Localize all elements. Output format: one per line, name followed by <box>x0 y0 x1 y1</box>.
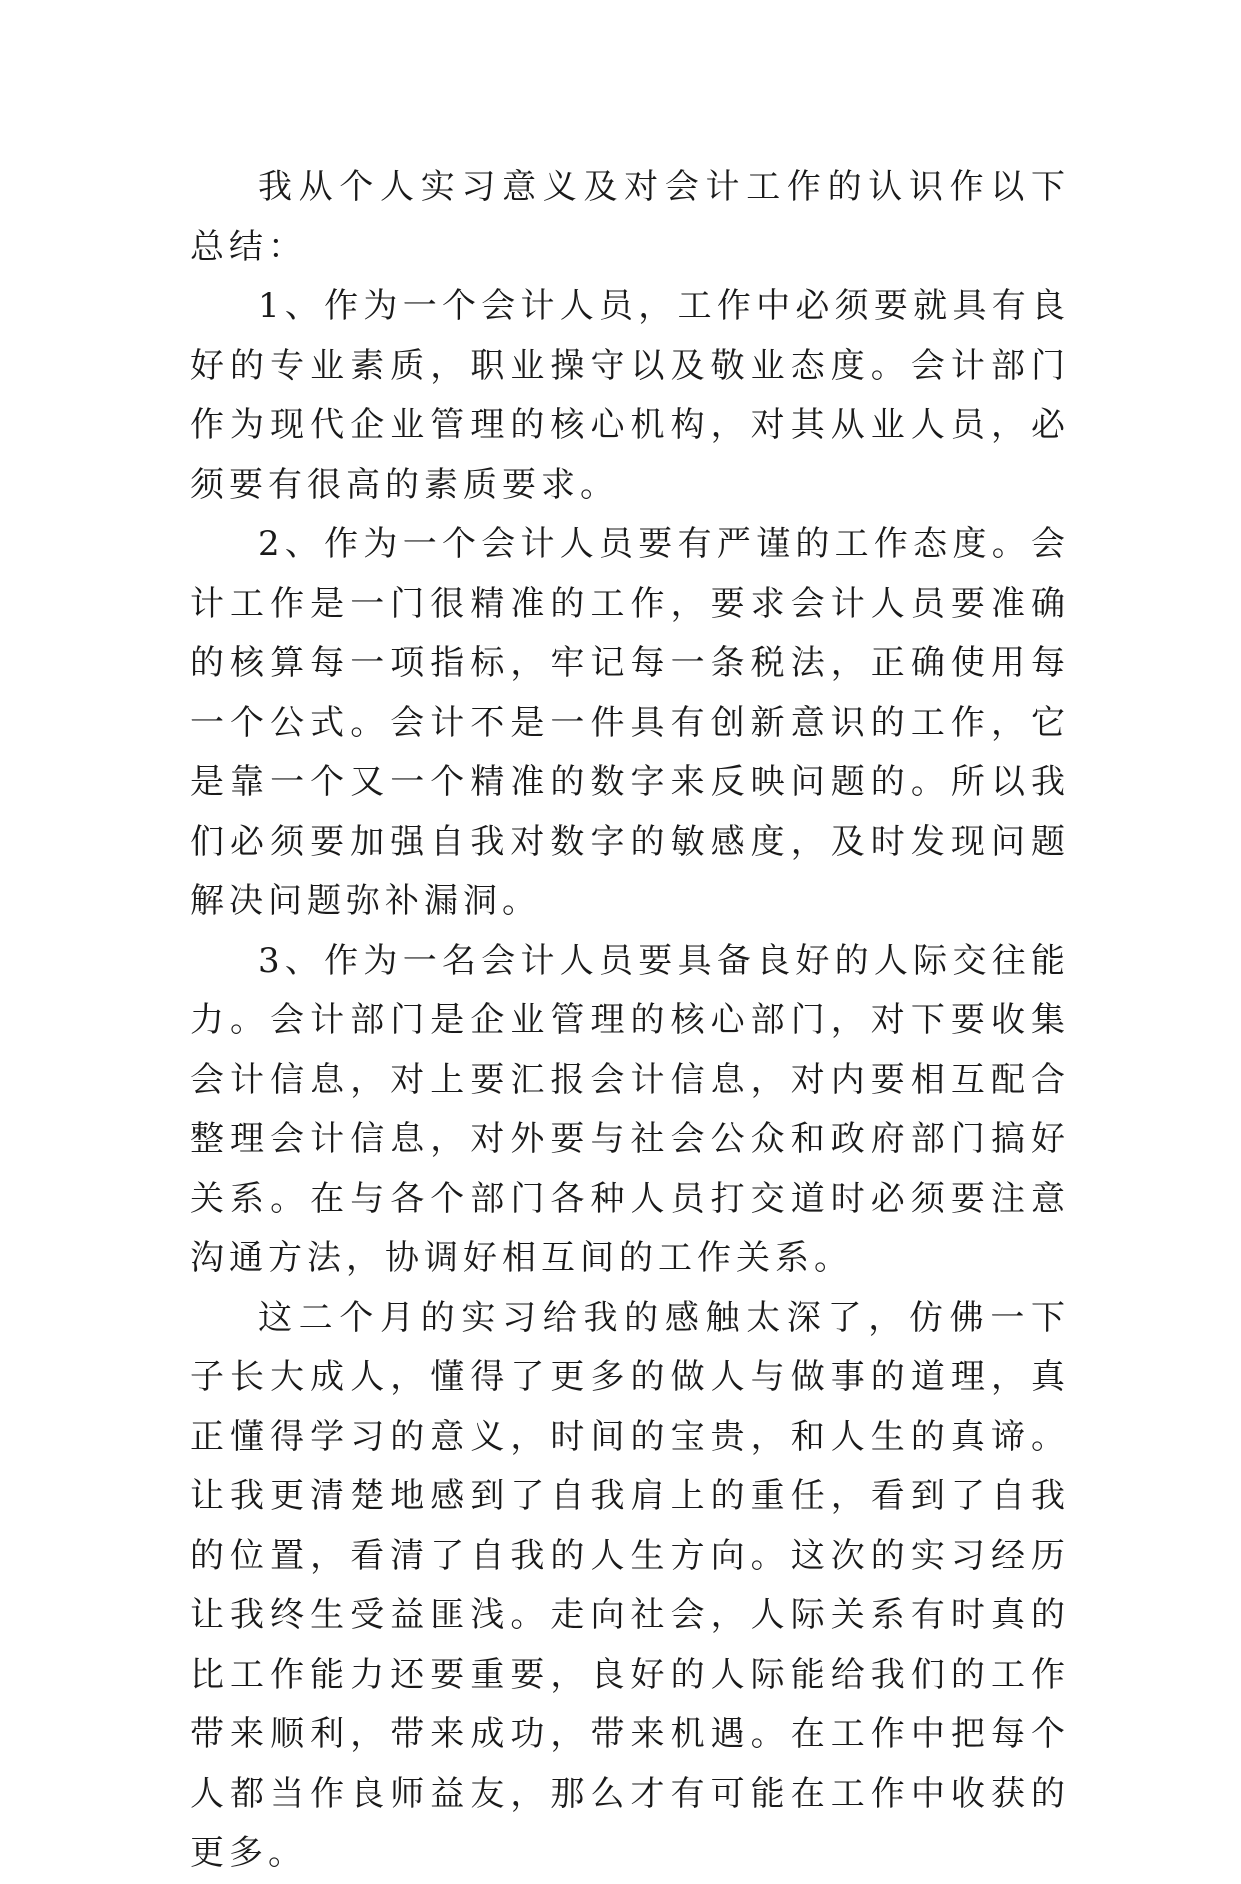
paragraph-point-1: 1、作为一个会计人员，工作中必须要就具有良好的专业素质，职业操守以及敬业态度。会计部门作为现代企业管理的核心机构，对其从业人员，必须要有很高的素质要求。 <box>190 286 1070 505</box>
paragraph-point-3: 3、作为一名会计人员要具备良好的人际交往能力。会计部门是企业管理的核心部门，对下要收集会计信息，对上要汇报会计信息，对内要相互配合整理会计信息，对外要与社会公众和政府部门搞好关系。在与各个部门各种人员打交道时必须要注意沟通方法，协调好相互间的工作关系。 <box>190 940 1070 1278</box>
paragraph-intro: 我从个人实习意义及对会计工作的认识作以下总结： <box>190 167 1070 267</box>
paragraph-conclusion: 这二个月的实习给我的感触太深了，仿佛一下子长大成人，懂得了更多的做人与做事的道理，真正懂得学习的意义，时间的宝贵，和人生的真谛。让我更清楚地感到了自我肩上的重任，看到了自我的位置，看清了自我的人生方向。这次的实习经历让我终生受益匪浅。走向社会，人际关系有时真的比工作能力还要重要，良好的人际能给我们的工作带来顺利，带来成功，带来机遇。在工作中把每个人都当作良师益友，那么才有可能在工作中收获的更多。 <box>190 1297 1070 1873</box>
paragraph-point-2: 2、作为一个会计人员要有严谨的工作态度。会计工作是一门很精准的工作，要求会计人员要准确的核算每一项指标，牢记每一条税法，正确使用每一个公式。会计不是一件具有创新意识的工作，它是靠一个又一个精准的数字来反映问题的。所以我们必须要加强自我对数字的敏感度，及时发现问题解决问题弥补漏洞。 <box>190 524 1070 921</box>
document-body <box>190 158 1070 1884</box>
